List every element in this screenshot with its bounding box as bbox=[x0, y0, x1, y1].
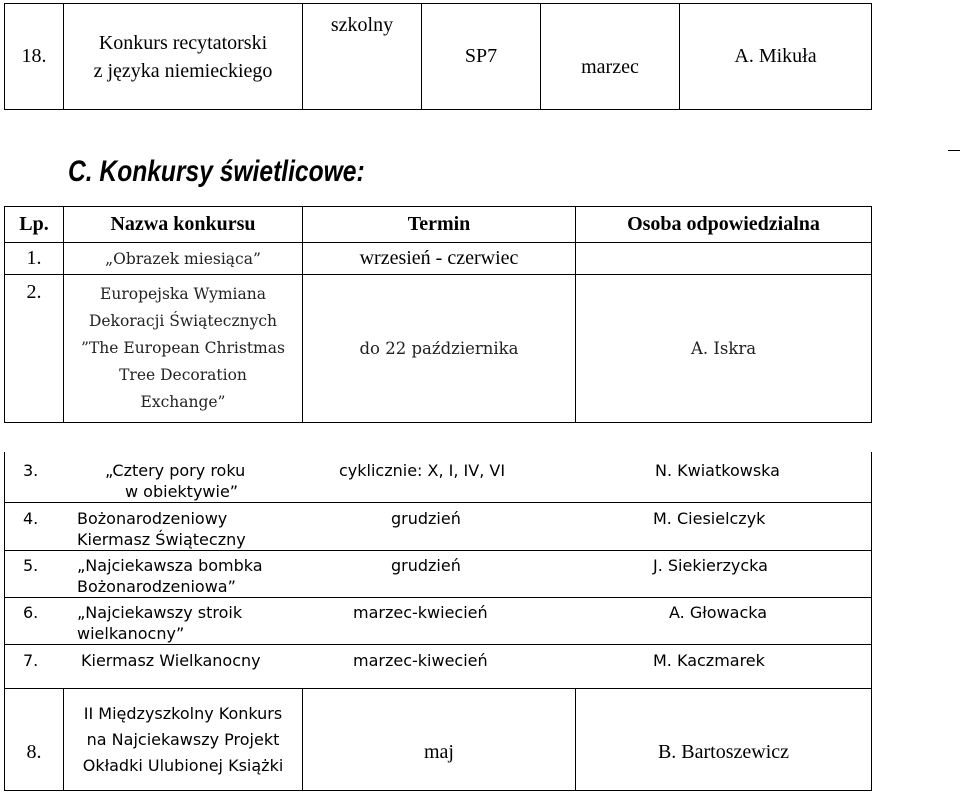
row-separator bbox=[5, 644, 871, 645]
table-row bbox=[5, 275, 872, 423]
row-separator bbox=[5, 502, 871, 503]
header-name: Nazwa konkursu bbox=[64, 207, 303, 243]
row-name bbox=[64, 275, 303, 423]
row-name-line: Europejska Wymiana bbox=[100, 285, 266, 303]
row-number: 2. bbox=[5, 275, 64, 423]
row-term: grudzień bbox=[391, 556, 461, 575]
row-name-line: ”The European Christmas bbox=[81, 339, 285, 357]
bottom-table bbox=[4, 688, 872, 791]
row-number: 7. bbox=[23, 651, 39, 670]
row-name-line: Exchange” bbox=[140, 393, 226, 411]
row-number: 5. bbox=[23, 556, 39, 575]
row-number: 6. bbox=[23, 603, 39, 622]
table-row bbox=[5, 243, 872, 275]
row-name-line: Bożonarodzeniowa” bbox=[77, 577, 236, 596]
row-person: A. Głowacka bbox=[669, 603, 768, 622]
row-name-line: wielkanocny” bbox=[77, 624, 185, 643]
row-name-line: Dekoracji Świątecznych bbox=[88, 312, 278, 330]
row-separator bbox=[5, 550, 871, 551]
row-name-line: „Najciekawszy stroik bbox=[77, 603, 243, 622]
top-row-person: A. Mikuła bbox=[680, 4, 872, 110]
bottom-row-name-line: II Międzyszkolny Konkurs bbox=[83, 703, 283, 723]
top-row-number: 18. bbox=[5, 4, 64, 110]
row-name-line: „Cztery pory roku bbox=[105, 461, 246, 480]
row-person: N. Kwiatkowska bbox=[655, 461, 780, 480]
row-number: 3. bbox=[23, 461, 39, 480]
row-term: cyklicznie: X, I, IV, VI bbox=[339, 461, 506, 480]
row-number: 1. bbox=[5, 243, 64, 275]
bottom-row-term: maj bbox=[303, 689, 576, 791]
section-heading: C. Konkursy świetlicowe: bbox=[68, 155, 365, 188]
bottom-row-person: B. Bartoszewicz bbox=[576, 689, 872, 791]
contests-table bbox=[4, 206, 872, 423]
bottom-row-name-line: Okładki Ulubionej Książki bbox=[82, 755, 284, 775]
row-person: A. Iskra bbox=[576, 275, 872, 423]
header-person: Osoba odpowiedzialna bbox=[576, 207, 872, 243]
bottom-row-name bbox=[64, 689, 303, 791]
row-person: J. Siekierzycka bbox=[653, 556, 768, 575]
top-row-name-line1: Konkurs recytatorski bbox=[98, 31, 268, 54]
row-name-line: „Najciekawsza bombka bbox=[77, 556, 263, 575]
row-number: 4. bbox=[23, 509, 39, 528]
contests-list bbox=[4, 452, 872, 688]
row-separator bbox=[5, 597, 871, 598]
bottom-row-number: 8. bbox=[5, 689, 64, 791]
header-lp: Lp. bbox=[5, 207, 64, 243]
row-name-line: Bożonarodzeniowy bbox=[77, 509, 228, 528]
top-row-name-line2: z języka niemieckiego bbox=[93, 59, 273, 82]
row-name: Kiermasz Wielkanocny bbox=[81, 651, 261, 670]
row-term: marzec-kwiecień bbox=[353, 603, 488, 622]
row-name-line: Kiermasz Świąteczny bbox=[77, 530, 246, 549]
table-header-row bbox=[5, 207, 872, 243]
top-row-name bbox=[64, 4, 303, 110]
header-term: Termin bbox=[303, 207, 576, 243]
top-row-school: SP7 bbox=[422, 4, 541, 110]
bottom-row-name-line: na Najciekawszy Projekt bbox=[86, 729, 280, 749]
row-person: M. Kaczmarek bbox=[653, 651, 765, 670]
row-term: grudzień bbox=[391, 509, 461, 528]
top-table bbox=[4, 3, 872, 110]
row-name: „Obrazek miesiąca” bbox=[64, 243, 303, 275]
row-name-line: w obiektywie” bbox=[125, 482, 239, 501]
top-row-term: marzec bbox=[541, 4, 680, 110]
top-row-level: szkolny bbox=[303, 4, 422, 110]
row-name-line: Tree Decoration bbox=[119, 366, 247, 384]
row-person: M. Ciesielczyk bbox=[653, 509, 766, 528]
row-term: marzec-kiwecień bbox=[353, 651, 488, 670]
row-term: do 22 października bbox=[303, 275, 576, 423]
row-term: wrzesień - czerwiec bbox=[303, 243, 576, 275]
divider-mark bbox=[948, 150, 960, 151]
row-person bbox=[576, 243, 872, 275]
